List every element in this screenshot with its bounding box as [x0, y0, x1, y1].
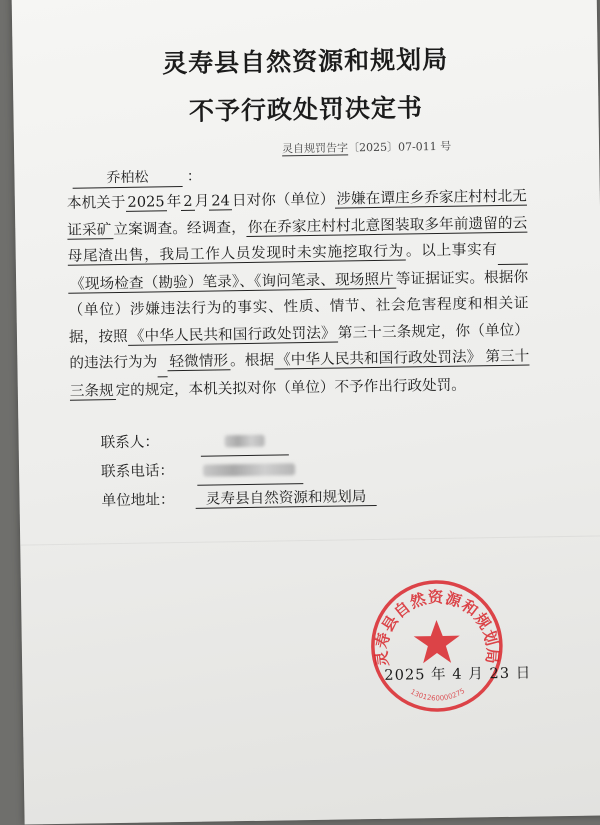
contact-phone-redacted	[197, 454, 303, 486]
body-text: 定的规定，本机关拟对你（单位）不予作出行政处罚。	[115, 376, 466, 399]
violation-nature: 轻微情形	[167, 352, 230, 371]
body-text: 月	[194, 192, 210, 210]
contact-phone-row	[101, 453, 376, 486]
doc-number-prefix: 灵自规罚告字	[281, 141, 349, 156]
body-text: 日对你（单位）	[231, 190, 335, 210]
contact-section	[100, 424, 376, 515]
decision-paragraph	[67, 184, 530, 405]
body-text: 年	[166, 193, 182, 211]
investigation-facts: 你在乔家庄村村北意图装取多年前遗留的云母尾渣出售，我局工作人员发现时未实施挖取行为	[67, 214, 528, 265]
blank-underline	[157, 349, 167, 377]
contact-person-redacted	[200, 425, 288, 456]
evidence-list: 《现场检查（勘验）笔录》、《询问笔录、现场照片	[68, 270, 396, 293]
seal-code: 1301260000275	[408, 687, 467, 703]
seal-star-icon	[413, 620, 460, 664]
case-month: 2	[181, 193, 195, 211]
doc-number-year: 〔2025〕07-011	[347, 139, 437, 155]
document-page	[11, 0, 600, 825]
address-label: 单位地址：	[101, 491, 175, 510]
case-day: 24	[209, 192, 232, 210]
case-subject: 涉嫌在谭庄乡乔家庄村村北无证采矿	[67, 187, 527, 239]
blank-underline	[497, 237, 527, 265]
document-number	[282, 138, 451, 157]
law-reference-2: 《中华人民共和国行政处罚法》	[274, 348, 484, 369]
body-text: 第三十三条规定，你（单位）的违法行为为	[69, 321, 530, 372]
body-text: 。以上事实有	[405, 241, 498, 260]
contact-person-label: 联系人：	[100, 433, 160, 452]
addressee-line	[72, 166, 201, 189]
addressee-colon: ：	[186, 168, 202, 185]
address-row	[101, 482, 376, 515]
official-seal	[366, 575, 508, 717]
svg-text:1301260000275	[409, 687, 467, 703]
decision-date: 2025 年 4 月 23 日	[384, 664, 532, 684]
body-text: 立案调查。经调查，	[113, 218, 246, 238]
document-title: 不予行政处罚决定书	[188, 93, 424, 126]
decision-body	[67, 184, 530, 405]
case-year: 2025	[125, 193, 166, 212]
seal-text: 灵寿县自然资源和规划局	[371, 587, 503, 668]
addressee-name: 乔柏松	[72, 166, 182, 189]
doc-number-suffix: 号	[440, 139, 452, 153]
article-reference: 第三十三条规	[69, 347, 530, 400]
body-text: 等证据证实。根据你（单位）涉嫌违法行为的事实、性质、情节、社会危害程度和相关证据，按照	[68, 268, 529, 346]
body-text: 。根据	[229, 351, 275, 370]
address-value: 灵寿县自然资源和规划局	[196, 488, 377, 509]
contact-phone-label: 联系电话：	[100, 462, 175, 481]
contact-person-row	[100, 424, 375, 457]
body-text: 本机关于	[66, 193, 126, 212]
issuer-title: 灵寿县自然资源和规划局	[161, 44, 449, 79]
paper-crease	[20, 535, 600, 545]
law-reference-1: 《中华人民共和国行政处罚法》	[128, 324, 338, 345]
